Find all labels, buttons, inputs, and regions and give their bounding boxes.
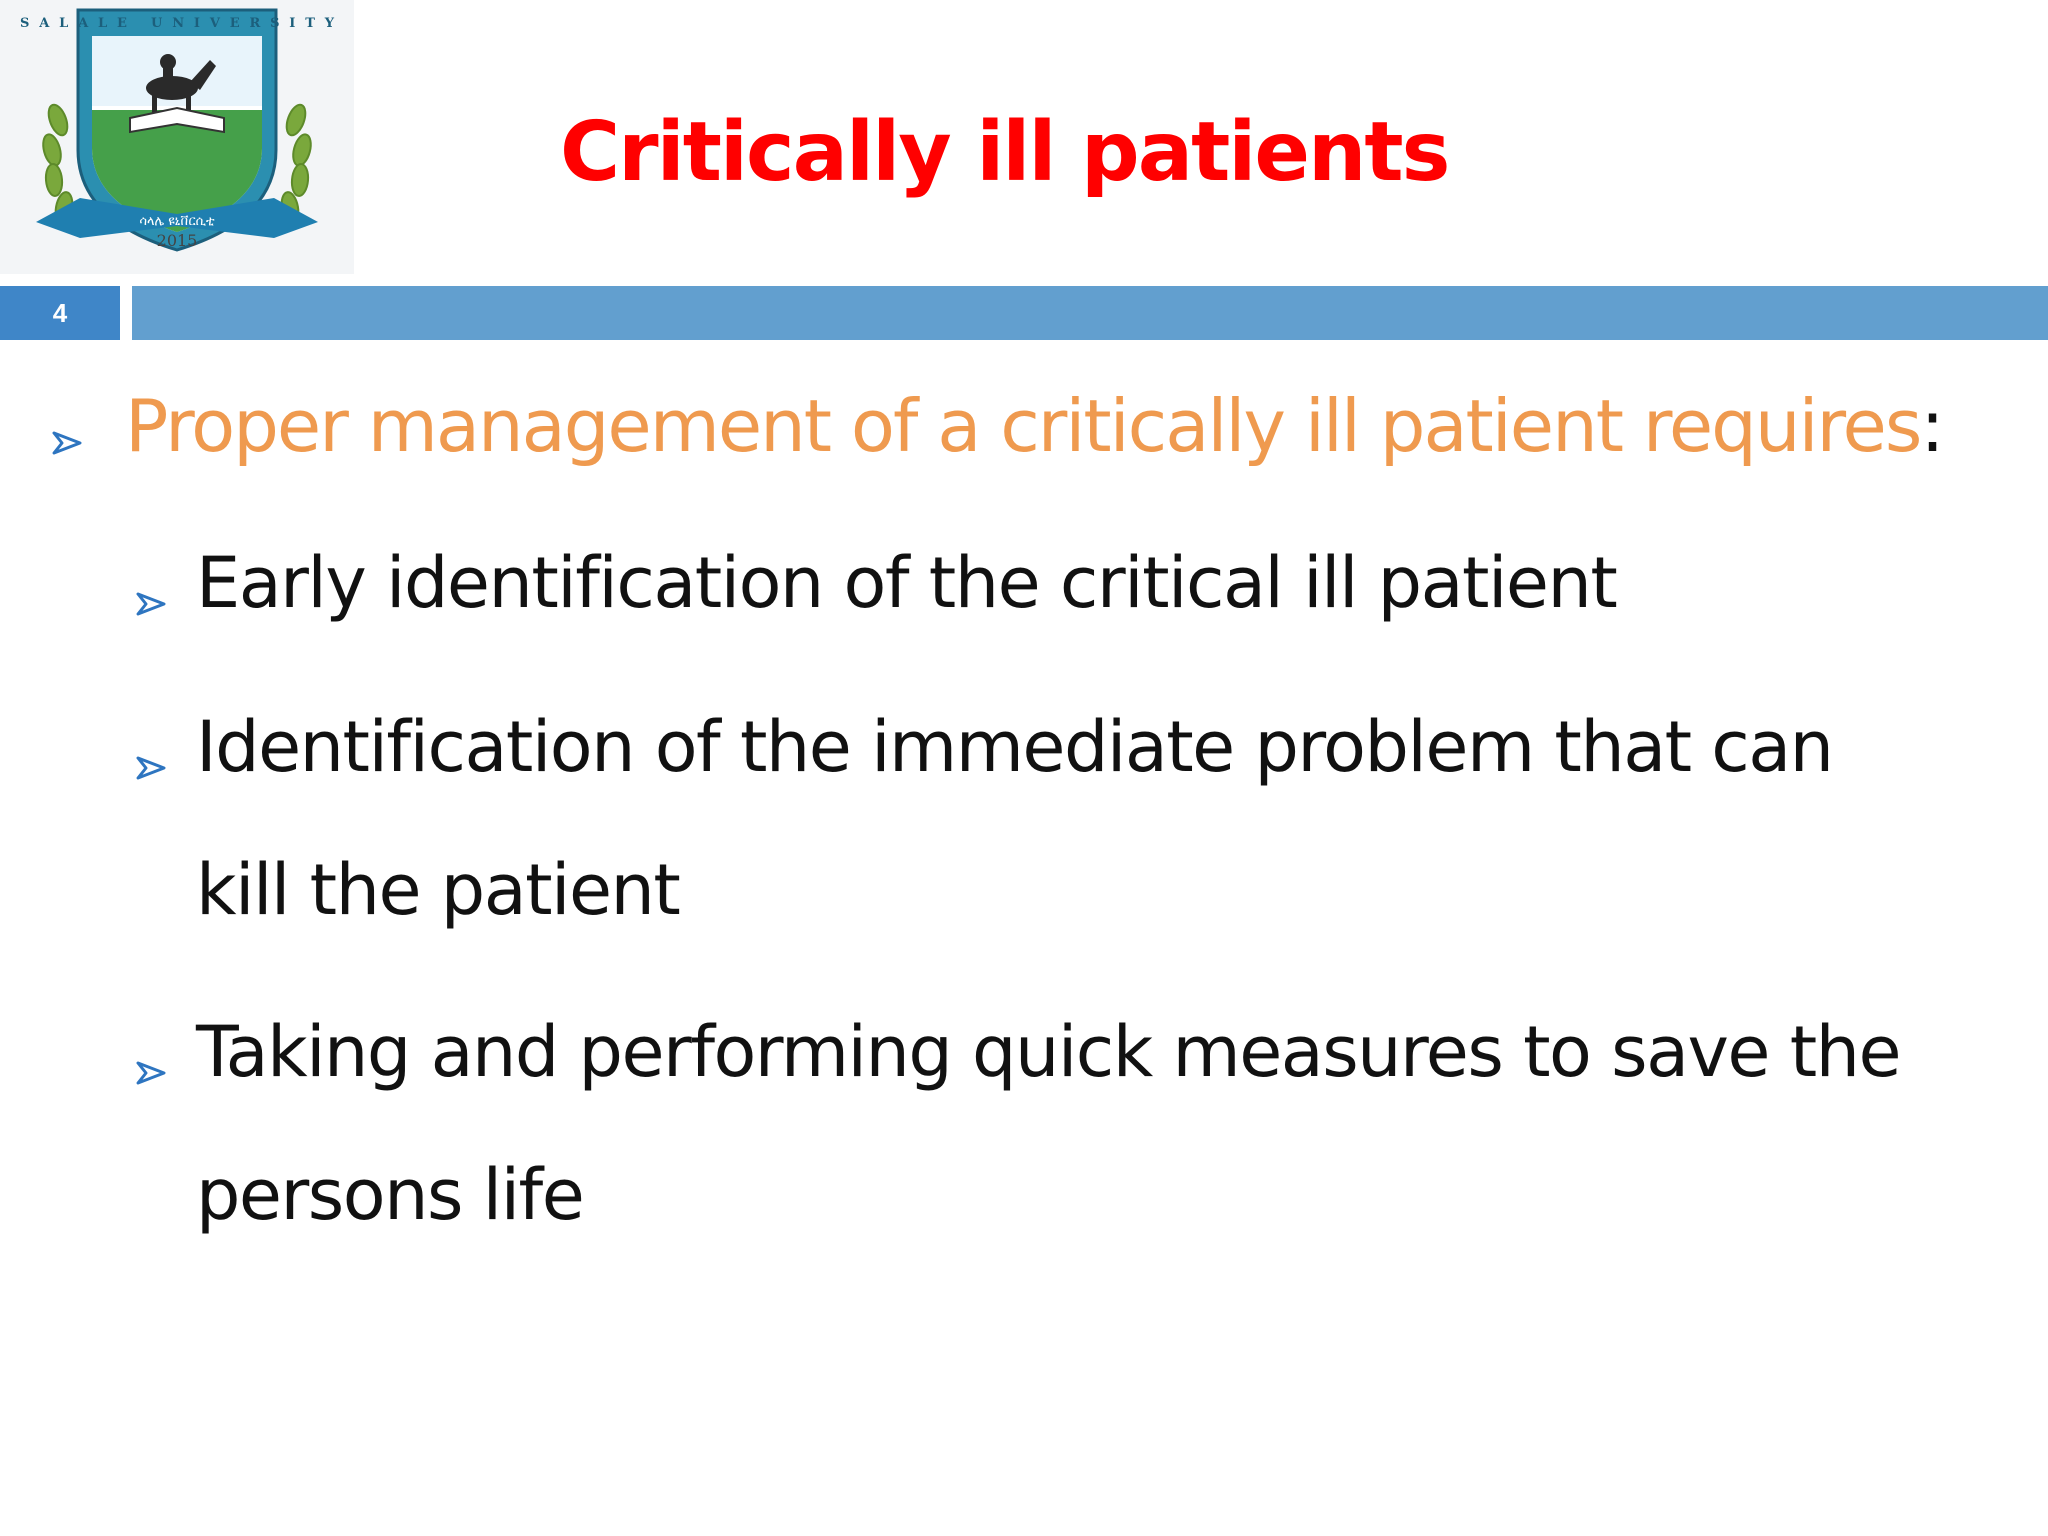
sub-bullet-2-line-2: kill the patient (196, 849, 680, 931)
main-bullet (125, 384, 1943, 468)
logo-motto: ሳላሌ ዩኒቨርሲቲ (139, 214, 215, 229)
sub-bullet-arrow-icon (136, 591, 166, 617)
bullet-arrow-icon (52, 430, 82, 456)
main-bullet-colon: : (1920, 384, 1943, 468)
sub-bullet-1: Early identification of the critical ill patient (196, 542, 1617, 624)
main-bullet-text: Proper management of a critically ill patient requires (125, 384, 1921, 468)
sub-bullet-3-line-1: Taking and performing quick measures to save the (196, 1011, 1901, 1093)
sub-bullet-3-line-2: persons life (196, 1154, 584, 1236)
sub-bullet-2-line-1: Identification of the immediate problem that can (196, 706, 1833, 788)
logo-year: 2015 (156, 231, 198, 250)
slide-title: Critically ill patients (560, 105, 1449, 200)
slide-number: 4 (0, 286, 120, 340)
logo-university-name: SALALE UNIVERSITY (20, 16, 334, 31)
sub-bullet-arrow-icon (136, 1060, 166, 1086)
sub-bullet-arrow-icon (136, 755, 166, 781)
header-bar (132, 286, 2048, 340)
university-logo (0, 0, 354, 274)
